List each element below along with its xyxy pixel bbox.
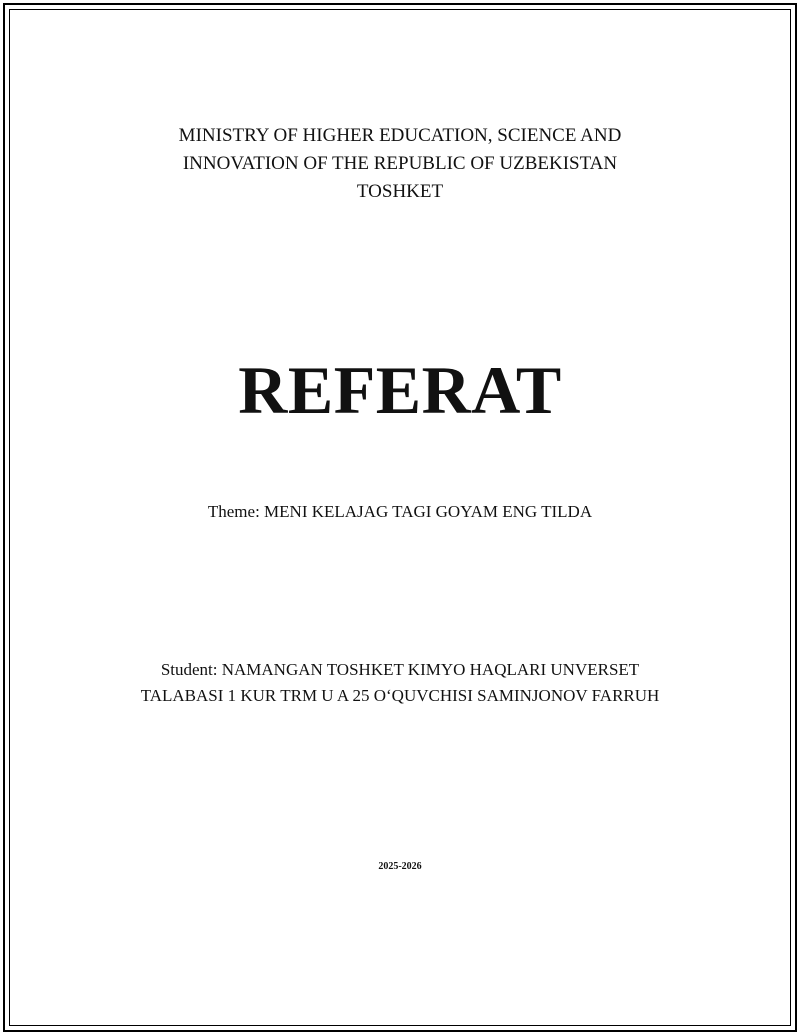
city-line: TOSHKET <box>356 181 444 202</box>
ministry-line-1: MINISTRY OF HIGHER EDUCATION, SCIENCE AND <box>178 125 622 146</box>
ministry-line-2: INNOVATION OF THE REPUBLIC OF UZBEKISTAN <box>182 153 618 174</box>
theme-line: Theme: MENI KELAJAG TAGI GOYAM ENG TILDA <box>207 502 593 521</box>
student-line-1: Student: NAMANGAN TOSHKET KIMYO HAQLARI UNVERSET <box>160 660 640 679</box>
student-info <box>0 657 800 709</box>
student-line-2: TALABASI 1 KUR TRM U A 25 O‘QUVCHISI SAMINJONOV FARRUH <box>140 686 660 705</box>
ministry-header <box>0 122 800 206</box>
document-title: REFERAT <box>238 352 562 428</box>
academic-year: 2025-2026 <box>378 861 422 872</box>
